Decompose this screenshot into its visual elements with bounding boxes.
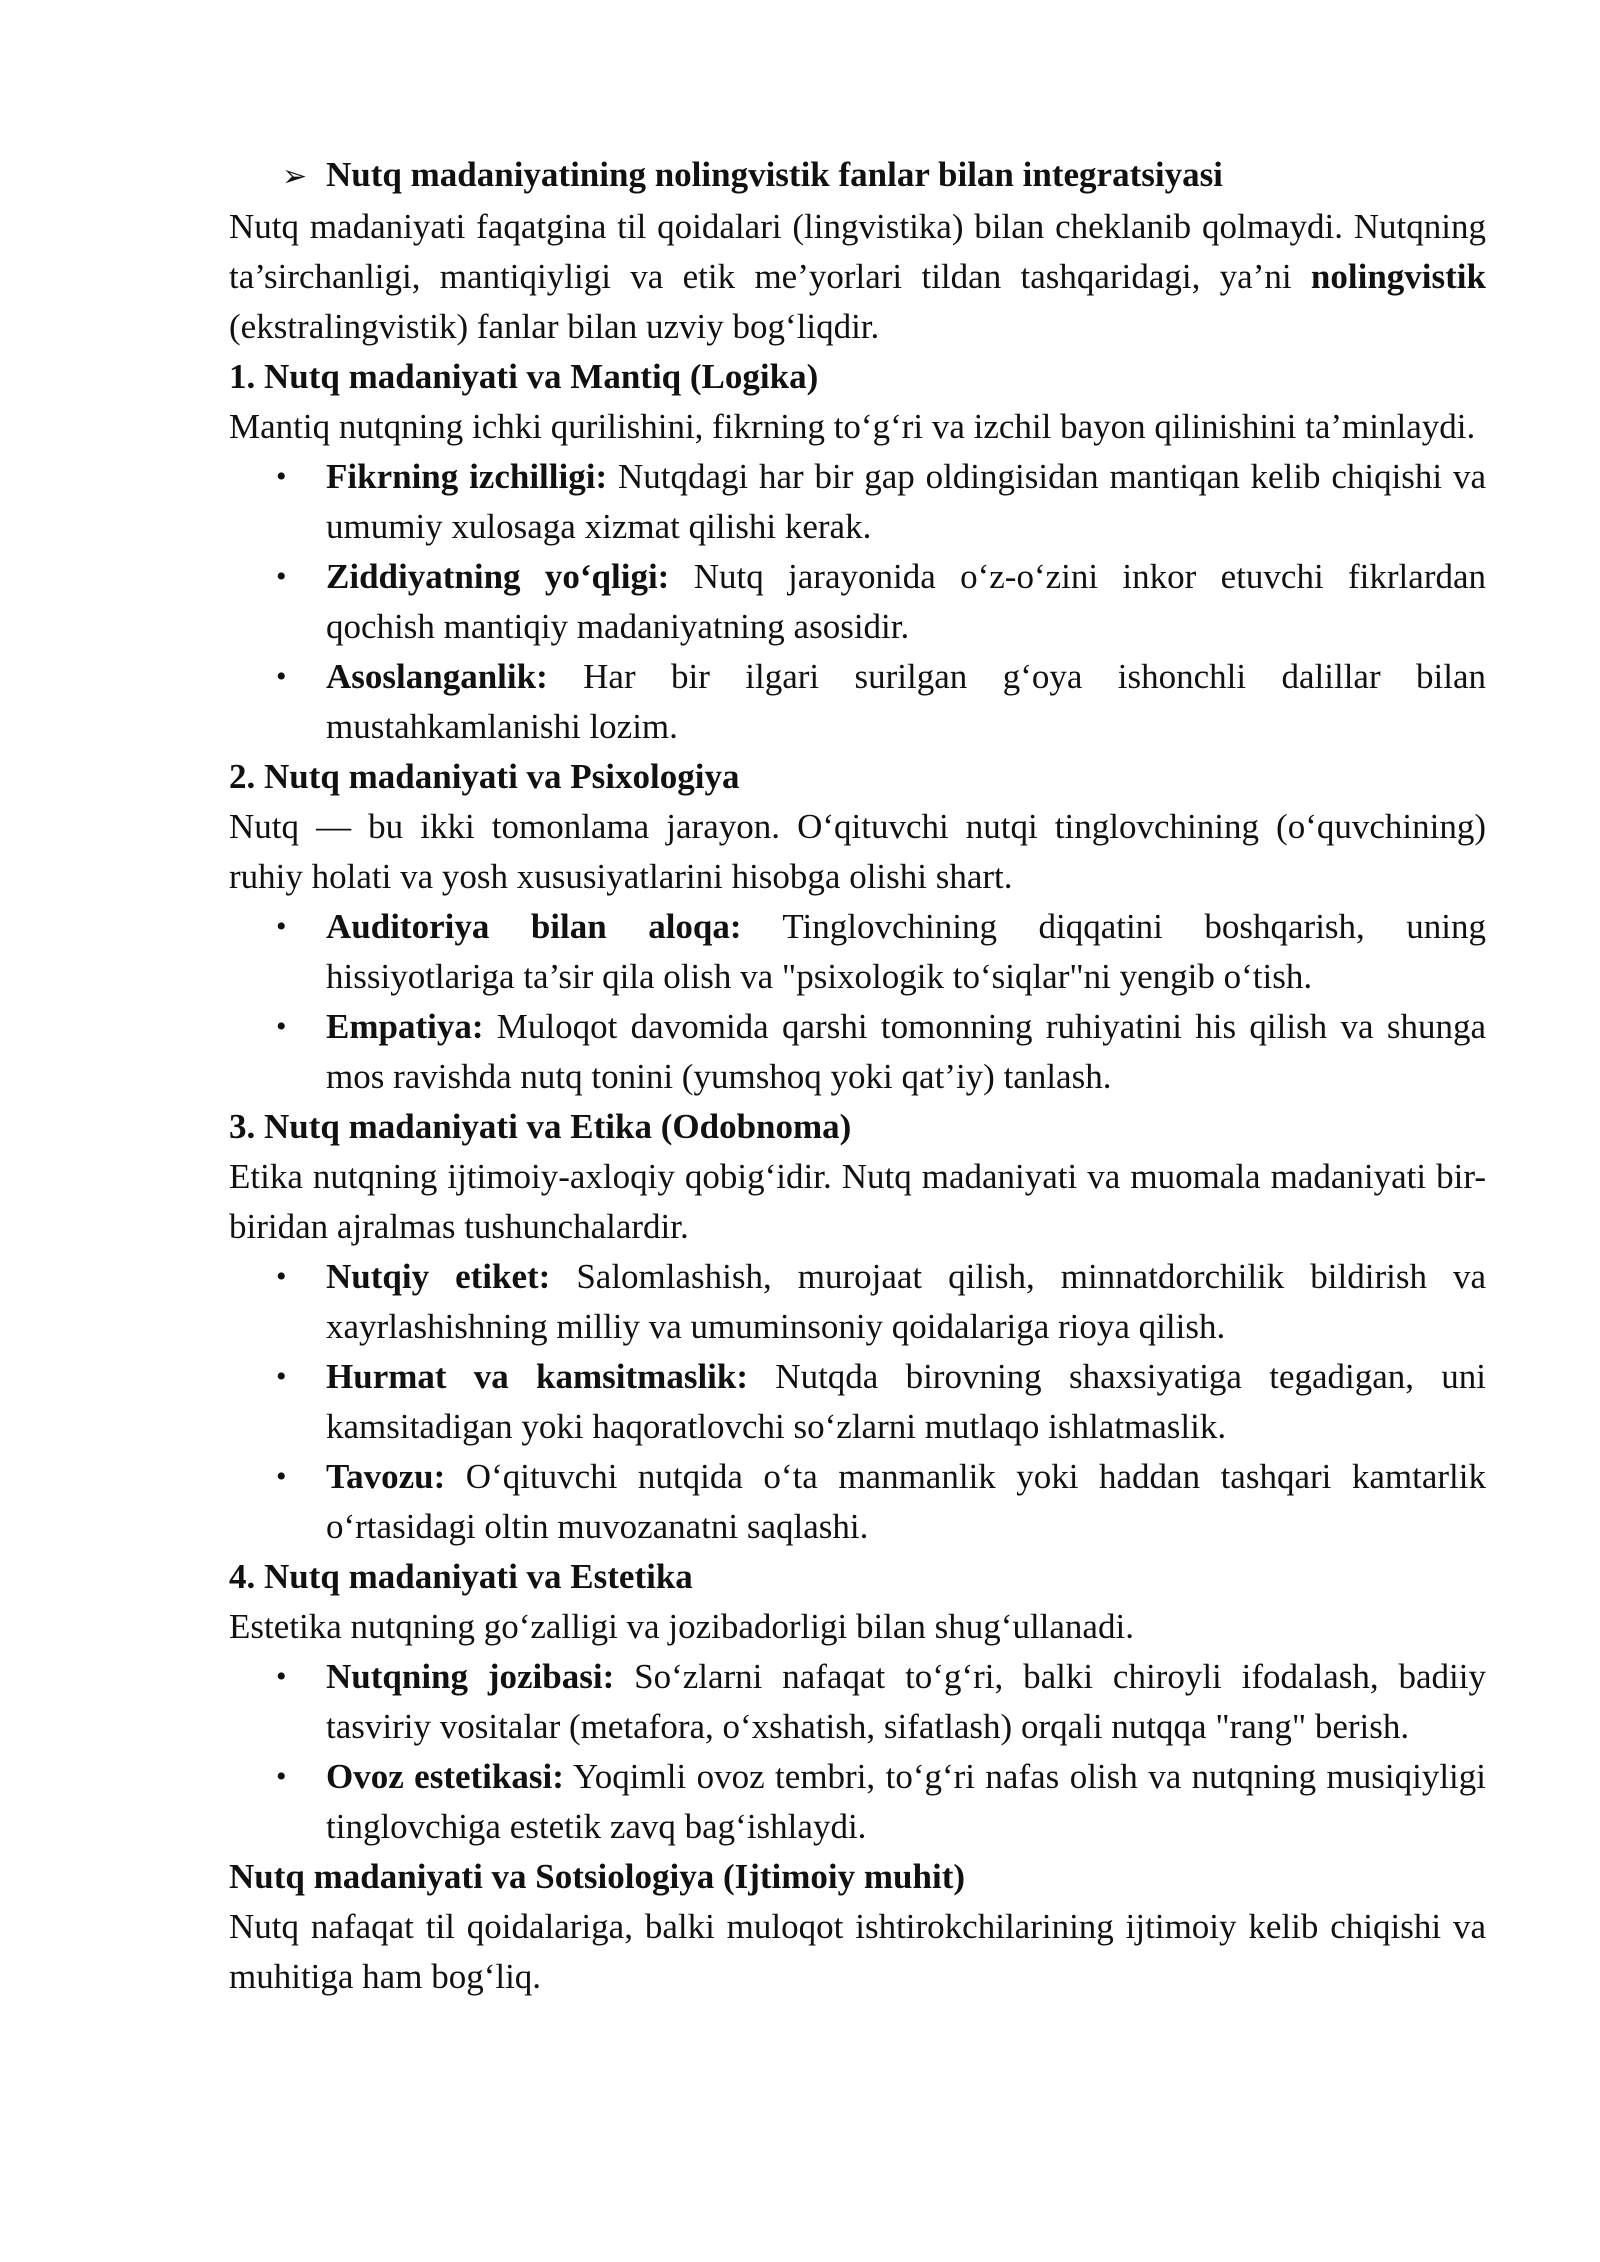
list-item xyxy=(229,902,1486,1002)
item-term: Fikrning izchilligi: xyxy=(326,457,608,496)
arrow-bullet-icon: ➢ xyxy=(282,159,308,194)
bullet-icon: • xyxy=(276,460,287,493)
section-text: Etika nutqning ijtimoiy-axloqiy qobig‘idir. Nutq madaniyati va muomala madaniyati bir-biridan ajralmas tushunchalardir. xyxy=(229,1157,1486,1246)
section-title: 4. Nutq madaniyati va Estetika xyxy=(229,1557,693,1596)
bullet-icon: • xyxy=(276,1010,287,1043)
list-item xyxy=(229,1252,1486,1352)
main-heading-text: Nutq madaniyatining nolingvistik fanlar bilan integratsiyasi xyxy=(326,155,1223,194)
bullet-list xyxy=(229,452,1486,752)
bullet-icon: • xyxy=(276,1660,287,1693)
item-term: Ovoz estetikasi: xyxy=(326,1757,564,1796)
list-item xyxy=(229,1652,1486,1752)
intro-text-2: (ekstralingvistik) fanlar bilan uzviy bog‘liqdir. xyxy=(229,307,880,346)
section-sociology xyxy=(229,1852,1486,2002)
item-term: Ziddiyatning yo‘qligi: xyxy=(326,557,670,596)
intro-paragraph xyxy=(229,202,1486,352)
item-term: Nutqning jozibasi: xyxy=(326,1657,615,1696)
section-text: Nutq nafaqat til qoidalariga, balki muloqot ishtirokchilarining ijtimoiy kelib chiqishi va muhitiga ham bog‘liq. xyxy=(229,1907,1486,1996)
bullet-list xyxy=(229,902,1486,1102)
main-heading xyxy=(229,150,1486,202)
section-text: Nutq — bu ikki tomonlama jarayon. O‘qituvchi nutqi tinglovchining (o‘quvchining) ruhiy holati va yosh xususiyatlarini hisobga olishi shart. xyxy=(229,807,1486,896)
section-title: Nutq madaniyati va Sotsiologiya (Ijtimoiy muhit) xyxy=(229,1857,966,1896)
list-item xyxy=(229,1352,1486,1452)
item-text: O‘qituvchi nutqida o‘ta manmanlik yoki haddan tashqari kamtarlik o‘rtasidagi oltin muvozanatni saqlashi. xyxy=(326,1457,1486,1546)
section-ethics xyxy=(229,1102,1486,1552)
item-text: Har bir ilgari surilgan g‘oya ishonchli dalillar bilan mustahkamlanishi lozim. xyxy=(326,657,1486,746)
bullet-icon: • xyxy=(276,1760,287,1793)
intro-text-1: Nutq madaniyati faqatgina til qoidalari (lingvistika) bilan cheklanib qolmaydi. Nutqning ta’sirchanligi, mantiqiyligi va etik me’yorlari tildan tashqaridagi, ya’ni xyxy=(229,207,1486,296)
section-title: 3. Nutq madaniyati va Etika (Odobnoma) xyxy=(229,1107,852,1146)
item-term: Asoslanganlik: xyxy=(326,657,548,696)
section-text: Estetika nutqning go‘zalligi va jozibadorligi bilan shug‘ullanadi. xyxy=(229,1607,1134,1646)
item-text: Nutqda birovning shaxsiyatiga tegadigan, uni kamsitadigan yoki haqoratlovchi so‘zlarni mutlaqo ishlatmaslik. xyxy=(326,1357,1487,1446)
item-term: Hurmat va kamsitmaslik: xyxy=(326,1357,749,1396)
item-term: Empatiya: xyxy=(326,1007,484,1046)
list-item xyxy=(229,1752,1486,1852)
bullet-list xyxy=(229,1252,1486,1552)
bullet-icon: • xyxy=(276,1260,287,1293)
intro-bold-term: nolingvistik xyxy=(1310,257,1486,296)
list-item xyxy=(229,652,1486,752)
item-text: Salomlashish, murojaat qilish, minnatdorchilik bildirish va xayrlashishning milliy va umuminsoniy qoidalariga rioya qilish. xyxy=(326,1257,1487,1346)
bullet-icon: • xyxy=(276,910,287,943)
list-item xyxy=(229,1002,1486,1102)
bullet-icon: • xyxy=(276,560,287,593)
section-text: Mantiq nutqning ichki qurilishini, fikrning to‘g‘ri va izchil bayon qilinishini ta’minlaydi. xyxy=(229,407,1476,446)
list-item xyxy=(229,1452,1486,1552)
item-text: Muloqot davomida qarshi tomonning ruhiyatini his qilish va shunga mos ravishda nutq tonini (yumshoq yoki qat’iy) tanlash. xyxy=(326,1007,1486,1096)
list-item xyxy=(229,552,1486,652)
item-text: So‘zlarni nafaqat to‘g‘ri, balki chiroyli ifodalash, badiiy tasviriy vositalar (metafora, o‘xshatish, sifatlash) orqali nutqqa "rang" berish. xyxy=(326,1657,1486,1746)
section-title: 1. Nutq madaniyati va Mantiq (Logika) xyxy=(229,357,819,396)
item-text: Yoqimli ovoz tembri, to‘g‘ri nafas olish va nutqning musiqiyligi tinglovchiga estetik zavq bag‘ishlaydi. xyxy=(326,1757,1486,1846)
bullet-list xyxy=(229,1652,1486,1852)
item-term: Nutqiy etiket: xyxy=(326,1257,551,1296)
bullet-icon: • xyxy=(276,1460,287,1493)
section-aesthetics xyxy=(229,1552,1486,1852)
item-term: Tavozu: xyxy=(326,1457,446,1496)
item-term: Auditoriya bilan aloqa: xyxy=(326,907,742,946)
section-title: 2. Nutq madaniyati va Psixologiya xyxy=(229,757,740,796)
bullet-icon: • xyxy=(276,1360,287,1393)
list-item xyxy=(229,452,1486,552)
document-page xyxy=(229,150,1486,2002)
item-text: Tinglovchining diqqatini boshqarish, uning hissiyotlariga ta’sir qila olish va "psixologik to‘siqlar"ni yengib o‘tish. xyxy=(326,907,1486,996)
bullet-icon: • xyxy=(276,660,287,693)
item-text: Nutqdagi har bir gap oldingisidan mantiqan kelib chiqishi va umumiy xulosaga xizmat qilishi kerak. xyxy=(326,457,1486,546)
section-logic xyxy=(229,352,1486,752)
section-psychology xyxy=(229,752,1486,1102)
item-text: Nutq jarayonida o‘z-o‘zini inkor etuvchi fikrlardan qochish mantiqiy madaniyatning asosidir. xyxy=(326,557,1487,646)
